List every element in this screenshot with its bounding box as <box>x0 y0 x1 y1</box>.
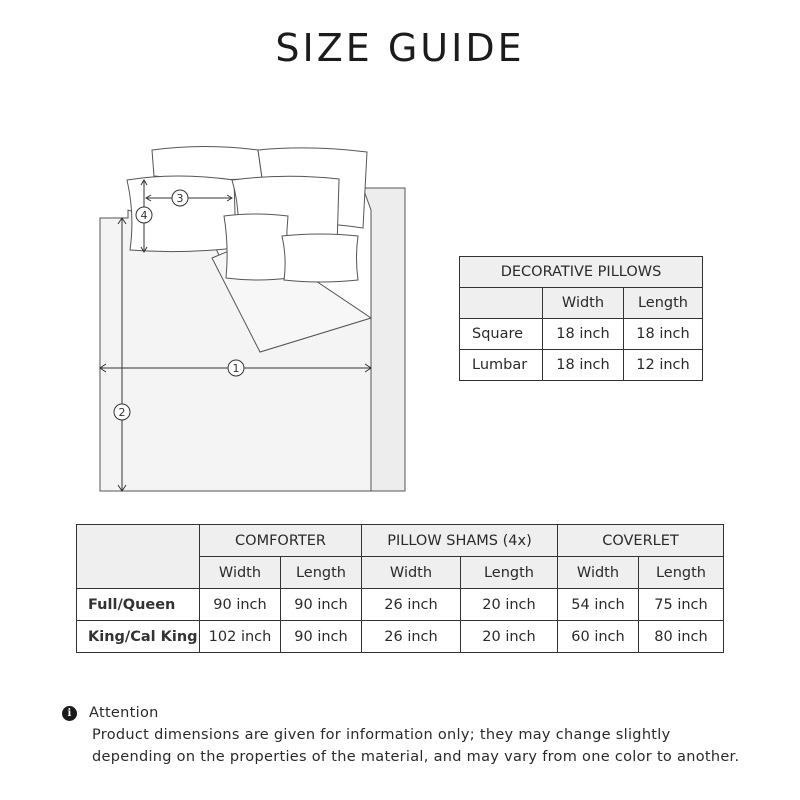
info-icon: i <box>62 706 77 721</box>
col-header-width: Width <box>362 557 461 589</box>
cell-value: 90 inch <box>281 589 362 621</box>
cell-value: 18 inch <box>543 350 624 381</box>
decorative-pillows-title: DECORATIVE PILLOWS <box>460 257 703 288</box>
cell-value: 90 inch <box>281 621 362 653</box>
col-header-width: Width <box>200 557 281 589</box>
cell-value: 20 inch <box>461 589 558 621</box>
cell-value: 102 inch <box>200 621 281 653</box>
size-table <box>76 524 724 653</box>
cell-value: 26 inch <box>362 621 461 653</box>
row-label-full-queen: Full/Queen <box>77 589 200 621</box>
attention-line-1: Product dimensions are given for information only; they may change slightly <box>92 727 671 743</box>
cell-value: 80 inch <box>639 621 724 653</box>
attention-note <box>62 702 762 768</box>
row-label-king-cal-king: King/Cal King <box>77 621 200 653</box>
group-header-comforter: COMFORTER <box>200 525 362 557</box>
group-header-pillow-shams: PILLOW SHAMS (4x) <box>362 525 558 557</box>
group-header-coverlet: COVERLET <box>558 525 724 557</box>
empty-header-cell <box>460 288 543 319</box>
cell-value: 18 inch <box>543 319 624 350</box>
col-header-width: Width <box>543 288 624 319</box>
col-header-length: Length <box>624 288 703 319</box>
page-title: SIZE GUIDE <box>275 26 525 70</box>
row-label-lumbar: Lumbar <box>460 350 543 381</box>
col-header-length: Length <box>461 557 558 589</box>
back-pillow-left <box>152 147 262 180</box>
cell-value: 18 inch <box>624 319 703 350</box>
attention-line-2: depending on the properties of the material, and may vary from one color to another. <box>92 749 740 765</box>
attention-title: Attention <box>89 705 159 721</box>
row-label-square: Square <box>460 319 543 350</box>
col-header-length: Length <box>281 557 362 589</box>
lumbar-pillow <box>282 234 358 282</box>
marker-1: 1 <box>232 362 240 375</box>
col-header-width: Width <box>558 557 639 589</box>
cell-value: 20 inch <box>461 621 558 653</box>
cell-value: 26 inch <box>362 589 461 621</box>
square-pillow <box>224 214 289 280</box>
marker-4: 4 <box>140 209 148 222</box>
marker-3: 3 <box>176 192 184 205</box>
decorative-pillows-table <box>459 256 703 381</box>
cell-value: 90 inch <box>200 589 281 621</box>
cell-value: 75 inch <box>639 589 724 621</box>
cell-value: 54 inch <box>558 589 639 621</box>
empty-header-cell <box>77 525 200 589</box>
marker-2: 2 <box>118 406 126 419</box>
col-header-length: Length <box>639 557 724 589</box>
cell-value: 60 inch <box>558 621 639 653</box>
cell-value: 12 inch <box>624 350 703 381</box>
